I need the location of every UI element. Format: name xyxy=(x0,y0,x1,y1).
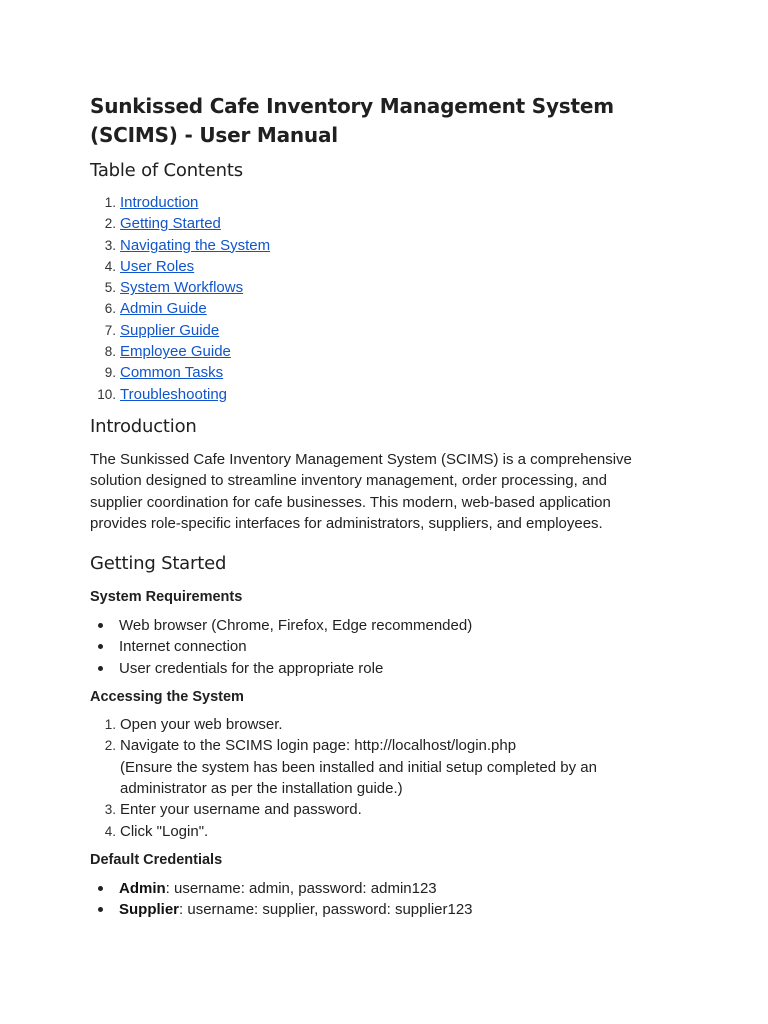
step-number: 3. xyxy=(104,802,116,818)
toc-list xyxy=(90,192,650,405)
bullet-icon xyxy=(98,907,103,912)
toc-item xyxy=(90,235,650,256)
requirement-text: Internet connection xyxy=(119,638,247,656)
toc-item-number: 3. xyxy=(104,237,116,253)
toc-item-number: 6. xyxy=(104,301,116,317)
list-item xyxy=(90,878,650,899)
bullet-icon xyxy=(98,886,103,891)
bullet-icon xyxy=(98,623,103,628)
list-item xyxy=(90,799,650,820)
getting-started-heading: Getting Started xyxy=(90,553,227,575)
toc-item xyxy=(90,277,650,298)
list-item xyxy=(90,658,650,679)
step-note: (Ensure the system has been installed and initial setup completed by an administrator as per the installation guide.) xyxy=(120,758,597,797)
access-steps-list xyxy=(90,714,650,842)
step-text: Click "Login". xyxy=(120,822,209,840)
introduction-paragraph: The Sunkissed Cafe Inventory Management System (SCIMS) is a comprehensive solution designed to streamline inventory management, order processing, and supplier coordination for cafe businesses. This modern, web-based application provides role-specific interfaces for administrators, suppliers, and employees. xyxy=(90,450,632,532)
list-item xyxy=(90,636,650,657)
toc-item-number: 5. xyxy=(104,280,116,296)
list-item xyxy=(90,899,650,920)
toc-link[interactable]: Getting Started xyxy=(120,215,221,233)
toc-link[interactable]: Employee Guide xyxy=(120,343,231,361)
toc-item xyxy=(90,192,650,213)
requirement-text: Web browser (Chrome, Firefox, Edge recommended) xyxy=(119,617,473,635)
step-text: Open your web browser. xyxy=(120,716,283,734)
toc-item-number: 1. xyxy=(104,195,116,210)
accessing-system-heading: Accessing the System xyxy=(90,689,244,706)
step-text: Navigate to the SCIMS login page: http://localhost/login.php xyxy=(120,737,517,755)
toc-item xyxy=(90,341,650,362)
list-item xyxy=(90,735,650,799)
credential-role: Admin xyxy=(119,879,166,897)
toc-item xyxy=(90,362,650,383)
list-item xyxy=(90,615,650,636)
toc-item xyxy=(90,298,650,319)
toc-heading: Table of Contents xyxy=(90,160,243,181)
toc-link[interactable]: Supplier Guide xyxy=(120,321,220,339)
default-credentials-heading: Default Credentials xyxy=(90,851,223,868)
toc-item xyxy=(90,213,650,234)
step-number: 1. xyxy=(104,717,116,733)
toc-item-number: 2. xyxy=(104,216,116,232)
document-content xyxy=(90,92,650,920)
requirements-list xyxy=(90,615,650,679)
toc-link[interactable]: Admin Guide xyxy=(120,300,207,318)
toc-item xyxy=(90,320,650,341)
bullet-icon xyxy=(98,644,103,649)
list-item xyxy=(90,821,650,842)
introduction-heading: Introduction xyxy=(90,415,197,437)
toc-item xyxy=(90,384,650,405)
toc-link[interactable]: User Roles xyxy=(120,257,195,275)
credentials-list xyxy=(90,878,650,921)
credential-text: : username: admin, password: admin123 xyxy=(165,879,437,897)
toc-link[interactable]: Troubleshooting xyxy=(120,385,228,403)
system-requirements-heading: System Requirements xyxy=(90,589,243,606)
toc-item xyxy=(90,256,650,277)
toc-link[interactable]: Introduction xyxy=(120,194,199,211)
step-text: Enter your username and password. xyxy=(120,801,362,819)
toc-item-number: 8. xyxy=(104,344,116,360)
toc-item-number: 9. xyxy=(104,365,116,381)
document-title: Sunkissed Cafe Inventory Management System (SCIMS) - User Manual xyxy=(90,94,614,147)
list-item xyxy=(90,714,650,735)
bullet-icon xyxy=(98,666,103,671)
requirement-text: User credentials for the appropriate role xyxy=(119,659,384,677)
toc-link[interactable]: System Workflows xyxy=(120,279,244,297)
credential-text: : username: supplier, password: supplier123 xyxy=(179,901,473,919)
toc-item-number: 4. xyxy=(104,258,116,274)
credential-role: Supplier xyxy=(119,901,180,919)
toc-item-number: 7. xyxy=(104,322,116,338)
toc-link[interactable]: Navigating the System xyxy=(120,236,271,254)
toc-item-number: 10. xyxy=(97,386,116,402)
toc-link[interactable]: Common Tasks xyxy=(120,364,224,382)
step-number: 4. xyxy=(104,823,116,839)
step-number: 2. xyxy=(104,738,116,754)
